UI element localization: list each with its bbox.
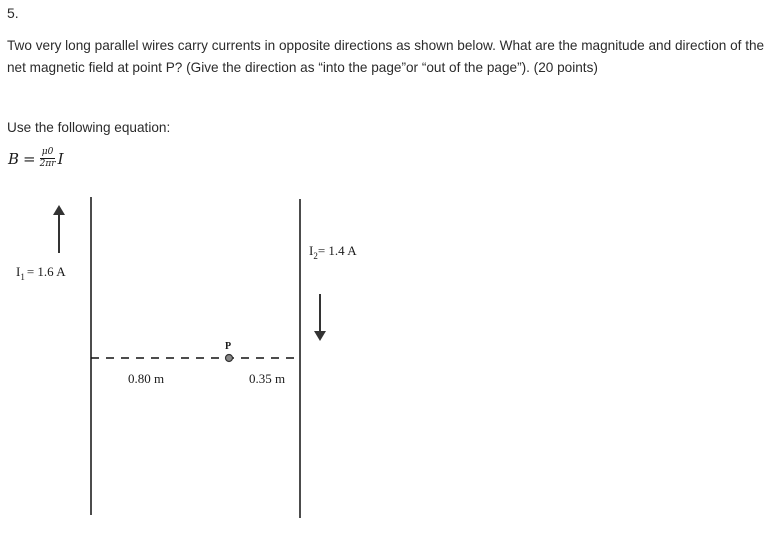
current-2-label [309, 243, 357, 261]
equation-variable: I [57, 149, 64, 168]
current-2-value: = 1.4 A [317, 243, 357, 258]
equation-equals: = [23, 149, 36, 168]
equation-instruction: Use the following equation: [7, 120, 171, 135]
current-1-label [16, 264, 66, 282]
current-2-arrow-icon [314, 294, 326, 341]
question-number: 5. [7, 5, 19, 21]
equation-numerator: μ0 [41, 147, 54, 157]
current-1-arrow-icon [53, 205, 65, 253]
distance-right-label: 0.35 m [249, 371, 286, 386]
current-2-symbol: I [309, 243, 314, 258]
current-1-symbol: I [16, 264, 21, 279]
equation-lhs: B [8, 149, 20, 168]
current-1-value: = 1.6 A [26, 264, 66, 279]
distance-left-label: 0.80 m [128, 371, 165, 386]
point-p-marker [226, 355, 233, 362]
question-text: Two very long parallel wires carry currents in opposite directions as shown below. What are the magnitude and direction of the net magnetic field at point P? (Give the direction as “into the page”or “out of the page”). (20 points) [7, 38, 765, 75]
current-2-subscript: 2 [313, 251, 318, 261]
point-p-label: P [225, 341, 232, 352]
current-1-subscript: 1 [20, 272, 25, 282]
equation-denominator: 2πr [39, 159, 56, 169]
